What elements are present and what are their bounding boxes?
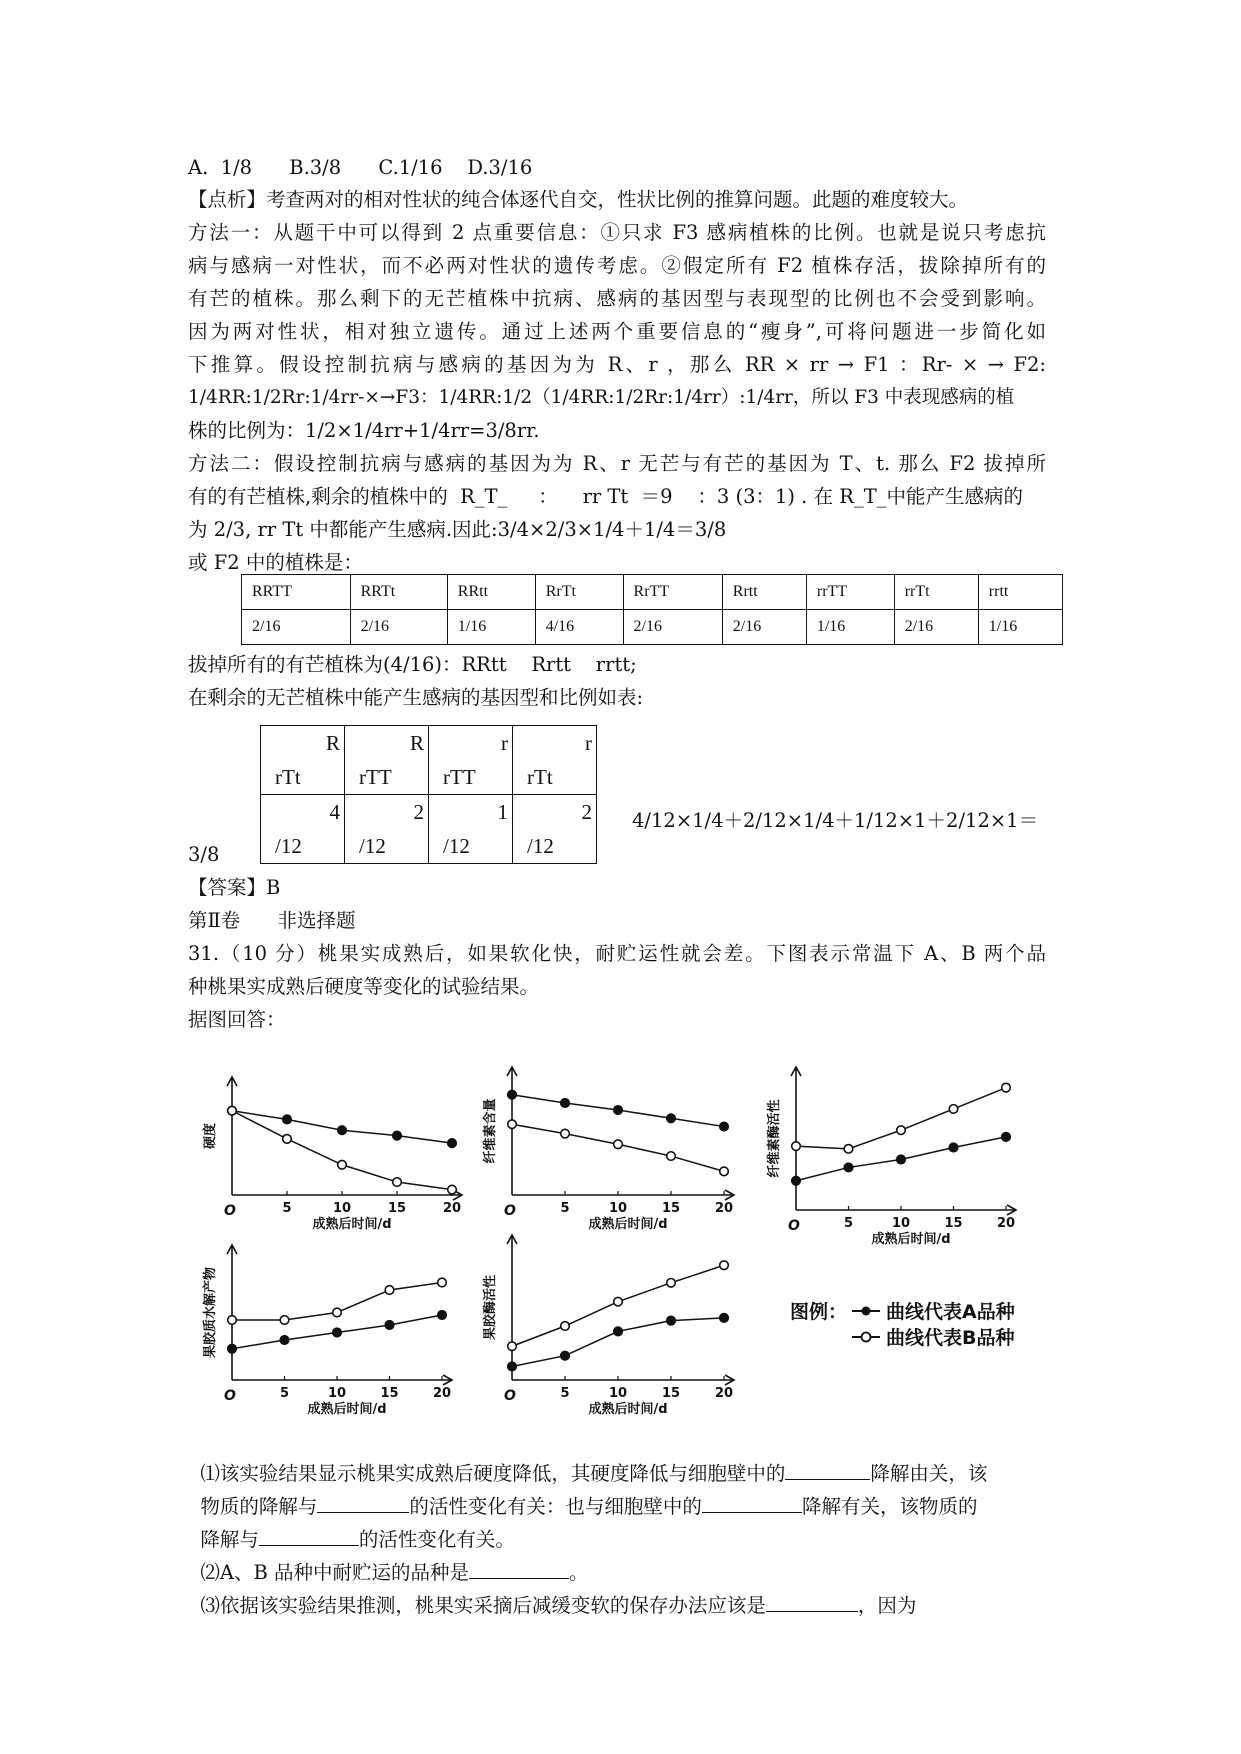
data-point (385, 1321, 394, 1330)
data-point (338, 1160, 347, 1169)
allele-label: R (325, 731, 340, 755)
part2-text: ⑵A、B 品种中耐贮运的品种是 (200, 1561, 470, 1584)
data-point (844, 1163, 853, 1172)
x-axis-arrow-icon (725, 1190, 734, 1200)
allele-label: r (585, 731, 592, 755)
data-point (897, 1126, 906, 1135)
ratio-denominator: /12 (527, 834, 554, 858)
data-point (897, 1155, 906, 1164)
series-line (512, 1124, 724, 1171)
ratio-cell (345, 795, 429, 864)
y-axis-arrow-icon (227, 1245, 237, 1254)
data-point (561, 1351, 570, 1360)
x-tick-label: 10 (327, 1386, 347, 1401)
genotype-cell: rrtt (978, 575, 1062, 610)
table-row (261, 795, 597, 864)
data-point (614, 1297, 623, 1306)
genotype-cell (345, 726, 429, 795)
x-tick-label: 20 (432, 1386, 452, 1401)
figure-legend (790, 1300, 1015, 1349)
x-tick-label: 5 (282, 1201, 292, 1216)
ratio-cell (513, 795, 597, 864)
data-point (438, 1311, 447, 1320)
data-point (393, 1178, 402, 1187)
table-row (242, 575, 1063, 610)
genotype-cell (261, 726, 345, 795)
analysis-line: 下推算。假设控制抗病与感病的基因为为 R、r ，那么 RR × rr → F1 ：Rr- × → F2: (188, 353, 1046, 376)
analysis-line: 【点析】考查两对的相对性状的纯合体逐代自交，性状比例的推算问题。此题的难度较大。 (188, 188, 969, 211)
genotype-cell (429, 726, 513, 795)
data-point (844, 1145, 853, 1154)
data-point (228, 1106, 237, 1115)
ratio-cell (261, 795, 345, 864)
analysis-line: 或 F2 中的植株是： (188, 551, 363, 574)
x-tick-label: 5 (560, 1386, 570, 1401)
analysis-line: 病与感病一对性状，而不必两对性状的遗传考虑。②假定所有 F2 植株存活，拔除掉所有的 (188, 254, 1046, 277)
data-point (792, 1142, 801, 1151)
ratio-numerator: 2 (581, 800, 592, 824)
part3-text: ⑶依据该实验结果推测，桃果实采摘后减缓变软的保存办法应该是 (200, 1594, 766, 1617)
answer-line: 【答案】B (188, 876, 281, 899)
genotype-cell: Rrtt (722, 575, 806, 610)
ratio-cell: 2/16 (623, 610, 722, 645)
analysis-line: 因为两对性状，相对独立遗传。通过上述两个重要信息的“瘦身”,可将问题进一步简化如 (188, 320, 1046, 343)
genotype-label: rTT (443, 765, 476, 789)
data-point (508, 1090, 517, 1099)
legend-marker-a (862, 1307, 871, 1316)
axis-origin-label: O (504, 1203, 516, 1219)
data-point (667, 1114, 676, 1123)
x-tick-label: 10 (891, 1216, 911, 1231)
charts-layer (202, 1067, 1016, 1417)
genotype-cell: rrTt (894, 575, 978, 610)
line-chart (202, 1245, 452, 1417)
series-line (512, 1265, 724, 1346)
data-point (385, 1286, 394, 1295)
x-tick-label: 5 (279, 1386, 290, 1401)
calculation-result: 3/8 (188, 843, 220, 866)
ratio-cell: 2/16 (242, 610, 351, 645)
data-point (792, 1176, 801, 1185)
answer-blank[interactable] (766, 1589, 858, 1612)
analysis-line: 株的比例为：1/2×1/4rr+1/4rr=3/8rr. (188, 419, 540, 442)
x-tick-label: 15 (944, 1216, 963, 1231)
data-point (720, 1314, 729, 1323)
genotype-label: rTT (359, 765, 392, 789)
genotype-cell: RrTT (623, 575, 722, 610)
genotype-cell: RRtt (447, 575, 535, 610)
section-title: 第Ⅱ卷 非选择题 (188, 909, 356, 932)
data-point (448, 1139, 457, 1148)
data-point (561, 1322, 570, 1331)
part2-text: 。 (569, 1561, 589, 1584)
y-axis-arrow-icon (507, 1235, 517, 1244)
x-tick-label: 20 (996, 1216, 1016, 1231)
data-point (1002, 1083, 1011, 1092)
x-tick-label: 15 (387, 1201, 407, 1216)
x-tick-label: 15 (661, 1201, 681, 1216)
series-line (232, 1283, 442, 1321)
data-point (614, 1140, 623, 1149)
analysis-line: 为 2/3, rr Tt 中都能产生感病.因此:3/4×2/3×1/4＋1/4＝3/8 (188, 518, 727, 541)
data-point (228, 1344, 237, 1353)
data-point (1002, 1133, 1011, 1142)
genotype-cell: rrTT (806, 575, 894, 610)
genotype-label: rTt (527, 765, 553, 789)
answer-options: A. 1/8 B.3/8 C.1/16 D.3/16 (188, 156, 533, 179)
series-line (232, 1315, 442, 1349)
legend-label-a: 曲线代表A品种 (886, 1301, 1015, 1323)
question-part-3 (188, 1556, 916, 1622)
data-point (720, 1167, 729, 1176)
analysis-line: 方法二：假设控制抗病与感病的基因为为 R、r 无芒与有芒的基因为 T、t. 那么 F2 拔掉所 (188, 452, 1046, 475)
genotype-cell: RRTT (242, 575, 351, 610)
ratio-denominator: /12 (359, 834, 386, 858)
data-point (283, 1135, 292, 1144)
line-chart (482, 1067, 734, 1232)
data-point (949, 1105, 958, 1114)
x-tick-label: 20 (714, 1386, 734, 1401)
x-tick-label: 15 (661, 1386, 681, 1401)
x-tick-label: 20 (442, 1201, 462, 1216)
ratio-denominator: /12 (443, 834, 470, 858)
analysis-line: 有芒的植株。那么剩下的无芒植株中抗病、感病的基因型与表现型的比例也不会受到影响。 (188, 287, 1046, 310)
question-31-line: 据图回答： (188, 1008, 286, 1031)
data-point (508, 1362, 517, 1371)
part1-text: ⑴该实验结果显示桃果实成熟后硬度降低，其硬度降低与细胞壁中的 (200, 1462, 786, 1485)
data-point (667, 1152, 676, 1161)
axis-origin-label: O (504, 1388, 516, 1404)
data-point (448, 1185, 457, 1194)
data-point (333, 1328, 342, 1337)
data-point (228, 1316, 237, 1325)
series-line (512, 1318, 724, 1367)
legend-label-b: 曲线代表B品种 (886, 1327, 1015, 1349)
y-axis-label: 纤维素含量 (483, 1098, 498, 1164)
data-point (720, 1122, 729, 1131)
x-tick-label: 10 (332, 1201, 352, 1216)
ratio-numerator: 4 (329, 800, 340, 824)
data-point (720, 1261, 729, 1270)
data-point (280, 1336, 289, 1345)
remaining-plants-line: 在剩余的无芒植株中能产生感病的基因型和比例如表: (188, 686, 644, 709)
answer-blank[interactable] (702, 1490, 802, 1513)
data-point (561, 1129, 570, 1138)
ratio-cell: 2/16 (350, 610, 447, 645)
y-axis-label: 纤维素酶活性 (767, 1099, 782, 1178)
series-line (232, 1111, 452, 1143)
data-point (561, 1099, 570, 1108)
data-point (949, 1143, 958, 1152)
data-point (614, 1106, 623, 1115)
data-point (280, 1316, 289, 1325)
part1-text: 降解有关，该物质的 (801, 1495, 978, 1518)
ratio-cell: 2/16 (894, 610, 978, 645)
x-tick-label: 5 (560, 1201, 570, 1216)
x-axis-label: 成熟后时间/d (588, 1402, 668, 1417)
line-chart (482, 1235, 734, 1417)
x-axis-label: 成熟后时间/d (871, 1232, 951, 1247)
ratio-cell: 2/16 (722, 610, 806, 645)
data-point (667, 1316, 676, 1325)
part1-text: 降解由关，该 (870, 1462, 988, 1485)
genotype-cell: RRTt (350, 575, 447, 610)
removed-plants-line: 拔掉所有的有芒植株为(4/16)：RRtt Rrtt rrtt; (188, 653, 637, 676)
series-line (796, 1088, 1006, 1149)
analysis-line: 1/4RR:1/2Rr:1/4rr-×→F3：1/4RR:1/2（1/4RR:1/2Rr:1/4rr）:1/4rr，所以 F3 中表现感病的植 (188, 387, 1015, 408)
genotype-cell: RrTt (535, 575, 623, 610)
part1-text: 降解与 (200, 1528, 259, 1551)
ratio-cell: 4/16 (535, 610, 623, 645)
ratio-cell: 1/16 (978, 610, 1062, 645)
analysis-line: 有的有芒植株,剩余的植株中的 R_T_ ： rr Tt ＝9 ：3 (3：1) . 在 R_T_中能产生感病的 (188, 485, 1023, 508)
genotype-label: rTt (275, 765, 301, 789)
part1-text: 的活性变化有关。 (358, 1528, 515, 1551)
calculation-formula: 4/12×1/4＋2/12×1/4＋1/12×1＋2/12×1＝ (632, 809, 1039, 832)
y-axis-label: 硬度 (203, 1122, 218, 1150)
data-point (393, 1131, 402, 1140)
line-chart (202, 1077, 462, 1232)
data-point (667, 1279, 676, 1288)
genotype-cell (513, 726, 597, 795)
ratio-cell: 1/16 (447, 610, 535, 645)
f3-ratio-table (260, 725, 597, 864)
legend-marker-b (862, 1333, 871, 1342)
x-axis-label: 成熟后时间/d (312, 1217, 392, 1232)
x-tick-label: 5 (843, 1216, 854, 1231)
x-axis-arrow-icon (453, 1190, 462, 1200)
x-axis-arrow-icon (443, 1375, 452, 1385)
data-point (333, 1308, 342, 1317)
ratio-denominator: /12 (275, 834, 302, 858)
x-tick-label: 15 (380, 1386, 399, 1401)
allele-label: r (501, 731, 508, 755)
y-axis-arrow-icon (227, 1077, 237, 1086)
series-line (232, 1111, 452, 1190)
ratio-cell (429, 795, 513, 864)
data-point (508, 1120, 517, 1129)
data-point (508, 1342, 517, 1351)
part1-text: 物质的降解与 (200, 1495, 318, 1518)
y-axis-arrow-icon (791, 1067, 801, 1076)
data-point (614, 1327, 623, 1336)
axis-origin-label: O (788, 1218, 800, 1234)
x-axis-arrow-icon (725, 1375, 734, 1385)
x-tick-label: 10 (608, 1386, 628, 1401)
table-row (242, 610, 1063, 645)
data-point (228, 1106, 237, 1115)
legend-title: 图例： (790, 1301, 848, 1323)
y-axis-arrow-icon (507, 1067, 517, 1076)
axis-origin-label: O (224, 1388, 236, 1404)
analysis-line: 方法一：从题干中可以得到 2 点重要信息：①只求 F3 感病植株的比例。也就是说只考虑抗 (188, 221, 1046, 244)
x-tick-label: 20 (714, 1201, 734, 1216)
line-chart (766, 1067, 1016, 1247)
y-axis-label: 果胶酶活性 (483, 1274, 498, 1341)
data-point (338, 1126, 347, 1135)
table-row (261, 726, 597, 795)
part1-text: 的活性变化有关：也与细胞壁中的 (409, 1495, 702, 1518)
ratio-numerator: 1 (497, 800, 508, 824)
data-point (283, 1115, 292, 1124)
x-axis-label: 成熟后时间/d (588, 1217, 668, 1232)
ratio-cell: 1/16 (806, 610, 894, 645)
data-point (438, 1278, 447, 1287)
question-31-line: 31.（10 分）桃果实成熟后，如果软化快，耐贮运性就会差。下图表示常温下 A、B 两个品 (188, 942, 1046, 965)
allele-label: R (409, 731, 424, 755)
x-axis-label: 成熟后时间/d (307, 1402, 387, 1417)
series-line (512, 1095, 724, 1127)
axis-origin-label: O (224, 1203, 236, 1219)
x-tick-label: 10 (608, 1201, 628, 1216)
ratio-numerator: 2 (413, 800, 424, 824)
part3-text: ，因为 (857, 1594, 917, 1617)
question-31-line: 种桃果实成熟后硬度等变化的试验结果。 (188, 975, 540, 998)
x-axis-arrow-icon (1007, 1205, 1016, 1215)
series-line (796, 1137, 1006, 1181)
f2-genotype-table (241, 574, 1063, 645)
y-axis-label: 果胶质水解产物 (203, 1266, 218, 1359)
